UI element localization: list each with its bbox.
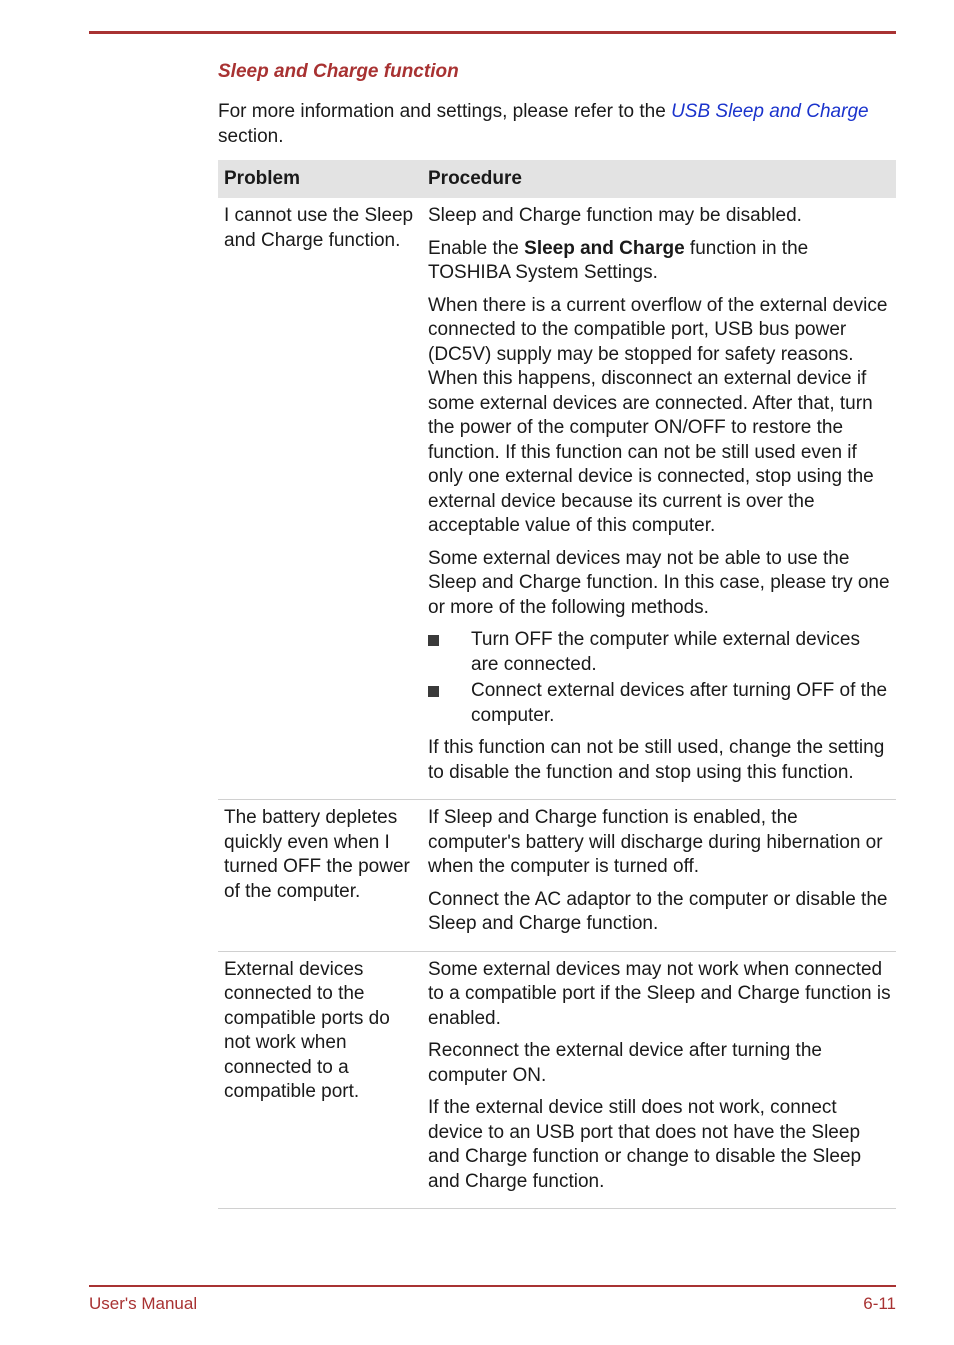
procedure-bold-setting: Sleep and Charge [524, 237, 685, 259]
procedure-cell [422, 951, 896, 1209]
procedure-paragraph [428, 237, 892, 286]
procedure-text: function in the TOSHIBA System Settings. [428, 237, 809, 283]
table-row [218, 198, 896, 800]
section-title: Sleep and Charge function [218, 61, 459, 82]
list-item-text: Turn OFF the computer while external devices are connected. [471, 629, 860, 675]
footer-page-number: 6-11 [863, 1294, 896, 1313]
procedure-paragraph: Sleep and Charge function may be disabled. [428, 205, 802, 226]
header-procedure: Procedure [422, 160, 896, 198]
methods-list [428, 628, 892, 728]
intro-text-after: section. [218, 125, 284, 147]
procedure-paragraph: If the external device still does not work, connect device to an USB port that does not have the Sleep and Charge function or change to disable the Sleep and Charge function. [428, 1097, 862, 1192]
header-problem: Problem [218, 160, 422, 198]
procedure-text: Enable the [428, 237, 525, 259]
square-bullet-icon [428, 635, 439, 646]
problem-cell: I cannot use the Sleep and Charge function. [218, 198, 422, 800]
procedure-paragraph: Some external devices may not be able to use the Sleep and Charge function. In this case, please try one or more of the following methods. [428, 547, 890, 618]
table-row [218, 951, 896, 1209]
intro-text-before: For more information and settings, please refer to the [218, 101, 672, 122]
procedure-paragraph: If this function can not be still used, change the setting to disable the function and stop using this function. [428, 737, 885, 783]
bottom-rule [89, 1285, 896, 1287]
footer-manual-title: User's Manual [89, 1294, 198, 1313]
usb-sleep-and-charge-link[interactable]: USB Sleep and Charge [671, 101, 869, 122]
list-item [428, 679, 892, 728]
procedure-paragraph: Some external devices may not work when connected to a compatible port if the Sleep and Charge function is enabled. [428, 958, 891, 1029]
top-rule [89, 31, 896, 34]
procedure-cell [422, 198, 896, 800]
procedure-paragraph: Reconnect the external device after turning the computer ON. [428, 1040, 822, 1086]
procedure-paragraph: If Sleep and Charge function is enabled, the computer's battery will discharge during hibernation or when the computer is turned off. [428, 807, 883, 877]
procedure-paragraph: When there is a current overflow of the external device connected to the compatible port, USB bus power (DC5V) supply may be stopped for safety reasons. When this happens, disconnect an external device if some external devices are connected. After that, turn the power of the computer ON/OFF to restore the function. If this function can not be still used even if only one external device is connected, stop using the external device because its current is over the acceptable value of this computer. [428, 294, 888, 536]
list-item-text: Connect external devices after turning OFF of the computer. [471, 680, 888, 726]
table-header-row [218, 160, 896, 198]
list-item [428, 628, 892, 677]
procedure-cell [422, 800, 896, 952]
table-row [218, 800, 896, 952]
problem-cell: External devices connected to the compatible ports do not work when connected to a compatible port. [218, 951, 422, 1209]
square-bullet-icon [428, 686, 439, 697]
problem-cell: The battery depletes quickly even when I turned OFF the power of the computer. [218, 800, 422, 952]
procedure-paragraph: Connect the AC adaptor to the computer or disable the Sleep and Charge function. [428, 888, 888, 934]
troubleshooting-table [218, 160, 896, 1209]
intro-paragraph [218, 100, 878, 149]
